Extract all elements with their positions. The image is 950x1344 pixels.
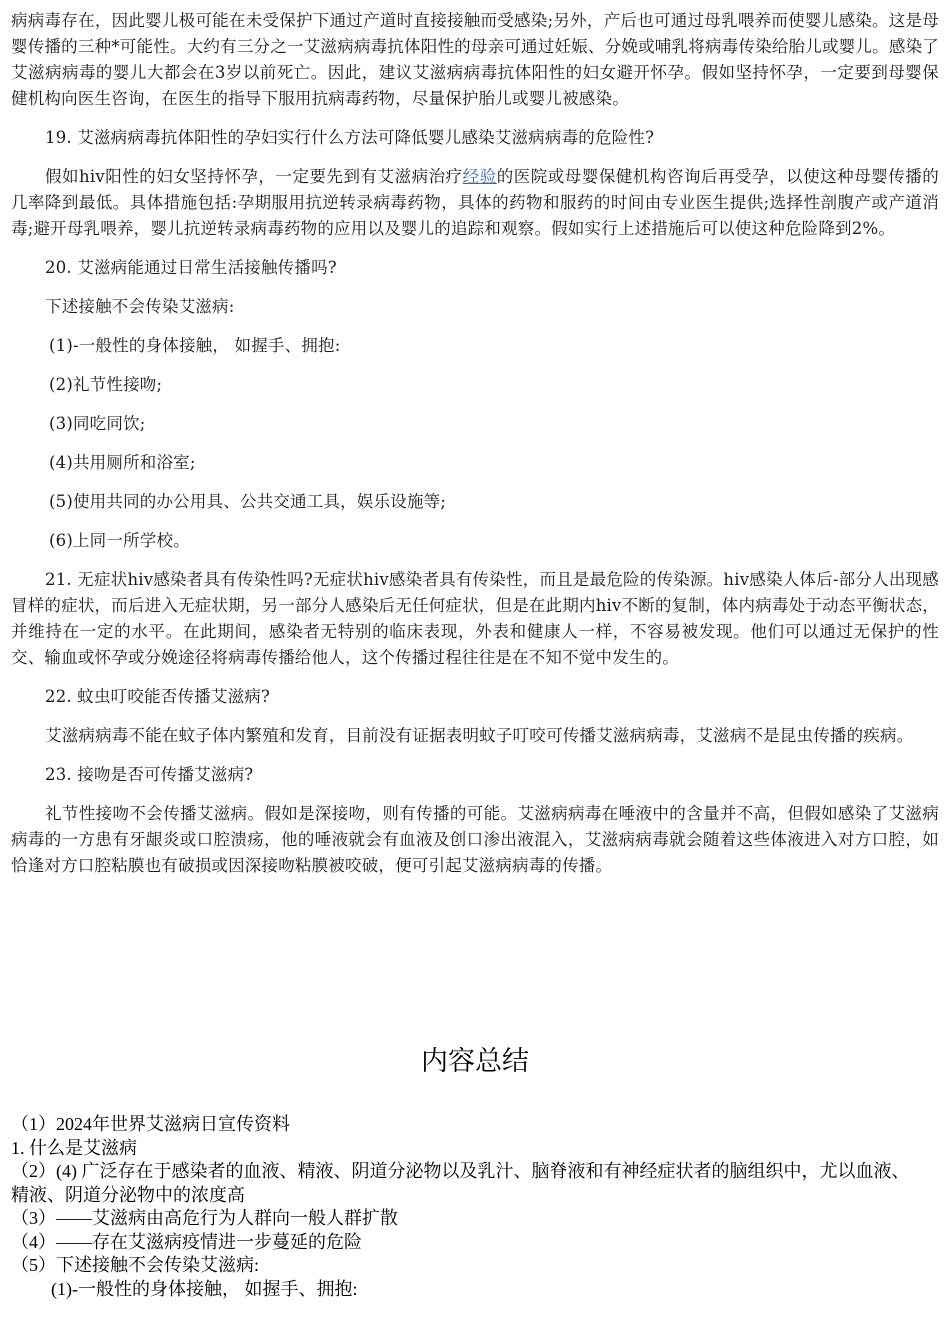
list-item: (6)上同一所学校。 (49, 531, 190, 550)
list-item: (5)使用共同的办公用具、公共交通工具，娱乐设施等; (49, 492, 447, 511)
experience-link[interactable]: 经验 (462, 167, 497, 186)
summary-title: 内容总结 (421, 1046, 529, 1077)
summary-line: （2）(4) 广泛存在于感染者的血液、精液、阴道分泌物以及乳汁、脑脊液和有神经症状者的脑组织中，尤以血液、精液、阴道分泌物中的浓度高 (11, 1161, 910, 1205)
list-item: (4)共用厕所和浴室; (49, 453, 196, 472)
list-item: (3)同吃同饮; (49, 414, 146, 433)
question-20: 20. 艾滋病能通过日常生活接触传播吗? (45, 258, 337, 277)
summary-line: （3）——艾滋病由高危行为人群向一般人群扩散 (11, 1208, 398, 1228)
question-19: 19. 艾滋病病毒抗体阳性的孕妇实行什么方法可降低婴儿感染艾滋病病毒的危险性? (45, 128, 655, 147)
summary-line: （4）——存在艾滋病疫情进一步蔓延的危险 (11, 1231, 362, 1252)
list-item: (1)-一般性的身体接触， 如握手、拥抱: (49, 336, 341, 355)
answer-19-text-a: 假如hiv阳性的妇女坚持怀孕，一定要先到有艾滋病治疗 (45, 167, 463, 186)
list-item: (2)礼节性接吻; (49, 375, 163, 394)
question-22: 22. 蚊虫叮咬能否传播艾滋病? (45, 687, 271, 706)
summary-line: （5）下述接触不会传染艾滋病: (11, 1255, 259, 1275)
answer-23: 礼节性接吻不会传播艾滋病。假如是深接吻，则有传播的可能。艾滋病病毒在唾液中的含量并不高，但假如感染了艾滋病病毒的一方患有牙龈炎或口腔溃疡，他的唾液就会有血液及创口渗出液混入，艾滋病病毒就会随着这些体液进入对方口腔，如恰逢对方口腔粘膜也有破损或因深接吻粘膜被咬破，便可引起艾滋病病毒的传播。 (11, 804, 939, 875)
question-23: 23. 接吻是否可传播艾滋病? (45, 765, 254, 784)
summary-section (11, 1113, 911, 1301)
answer-19-text-b: 的医院或母婴保健机构咨询后再受孕，以使这种母婴传播的几率降到最低。具体措施包括:孕期服用抗逆转录病毒药物，具体的药物和服药的时间由专业医生提供;选择性剖腹产或产道消毒;避开母乳喂养，婴儿抗逆转录病毒药物的应用以及婴儿的追踪和观察。假如实行上述措施后可以使这种危险降到2%。 (11, 167, 939, 238)
answer-22: 艾滋病病毒不能在蚊子体内繁殖和发育，目前没有证据表明蚊子叮咬可传播艾滋病病毒，艾滋病不是昆虫传播的疾病。 (45, 726, 914, 745)
summary-line: 1. 什么是艾滋病 (11, 1137, 137, 1158)
article-body (11, 8, 939, 892)
paragraph-intro: 病病毒存在，因此婴儿极可能在未受保护下通过产道时直接接触而受感染;另外，产后也可通过母乳喂养而使婴儿感染。这是母婴传播的三种*可能性。大约有三分之一艾滋病病毒抗体阳性的母亲可通过妊娠、分娩或哺乳将病毒传染给胎儿或婴儿。感染了艾滋病病毒的婴儿大都会在3岁以前死亡。因此，建议艾滋病病毒抗体阳性的妇女避开怀孕。假如坚持怀孕，一定要到母婴保健机构向医生咨询，在医生的指导下服用抗病毒药物，尽量保护胎儿或婴儿被感染。 (11, 11, 939, 108)
answer-19 (11, 164, 939, 242)
paragraph-21: 21. 无症状hiv感染者具有传染性吗?无症状hiv感染者具有传染性，而且是最危险的传染源。hiv感染人体后-部分人出现感冒样的症状，而后进入无症状期，另一部分人感染后无任何症状，但是在此期内hiv不断的复制，体内病毒处于动态平衡状态，并维持在一定的水平。在此期间，感染者无特别的临床表现，外表和健康人一样，不容易被发现。他们可以通过无保护的性交、输血或怀孕或分娩途径将病毒传播给他人，这个传播过程往往是在不知不觉中发生的。 (11, 570, 939, 667)
summary-line: （1）2024年世界艾滋病日宣传资料 (11, 1114, 290, 1134)
answer-20-lead: 下述接触不会传染艾滋病: (45, 297, 235, 316)
summary-sub-line: (1)-一般性的身体接触， 如握手、拥抱: (51, 1278, 358, 1299)
